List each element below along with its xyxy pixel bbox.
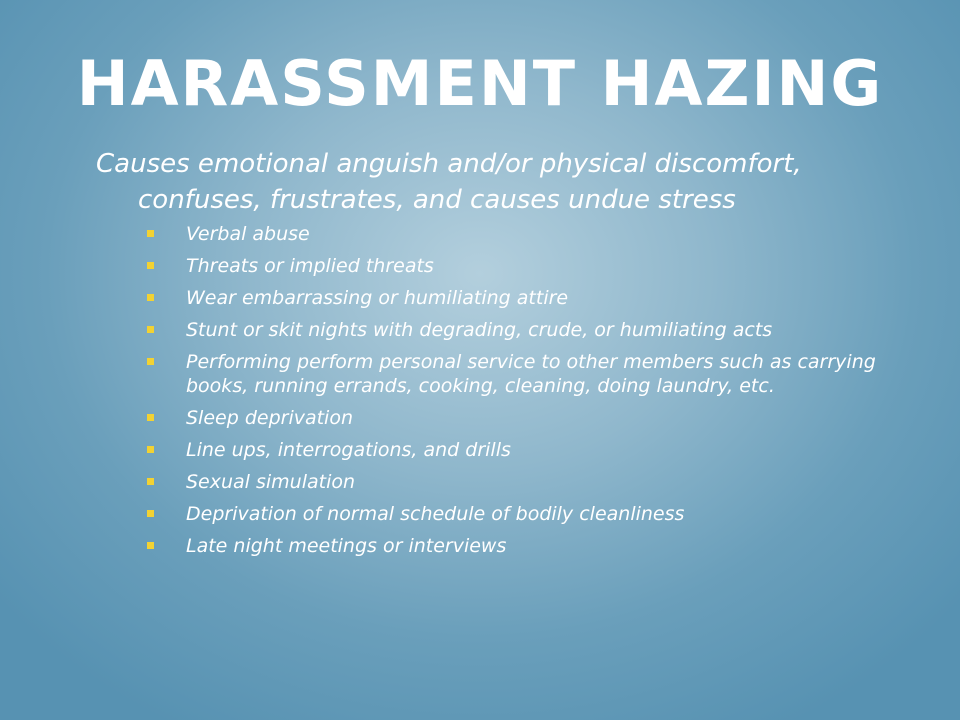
bullet-item <box>146 222 916 246</box>
square-bullet-icon <box>147 510 154 517</box>
bullet-text: Deprivation of normal schedule of bodily cleanliness <box>186 503 685 525</box>
square-bullet-icon <box>147 262 154 269</box>
bullet-item <box>146 502 916 526</box>
square-bullet-icon <box>147 446 154 453</box>
bullet-text: Sexual simulation <box>186 471 356 493</box>
bullet-item <box>146 318 916 342</box>
bullet-item <box>146 254 916 278</box>
bullet-item <box>146 406 916 430</box>
bullet-item <box>146 534 916 558</box>
intro-text: Causes emotional anguish and/or physical discomfort, confuses, frustrates, and causes undue stress <box>96 149 802 215</box>
bullet-item <box>146 350 916 398</box>
square-bullet-icon <box>147 294 154 301</box>
bullet-list <box>146 222 916 566</box>
bullet-text: Late night meetings or interviews <box>186 535 507 557</box>
square-bullet-icon <box>147 414 154 421</box>
square-bullet-icon <box>147 326 154 333</box>
bullet-text: Sleep deprivation <box>186 407 354 429</box>
square-bullet-icon <box>147 230 154 237</box>
square-bullet-icon <box>147 542 154 549</box>
bullet-item <box>146 470 916 494</box>
bullet-text: Threats or implied threats <box>186 255 434 277</box>
bullet-text: Performing perform personal service to other members such as carrying books, running errands, cooking, cleaning, doing laundry, etc. <box>186 351 876 397</box>
square-bullet-icon <box>147 358 154 365</box>
bullet-text: Stunt or skit nights with degrading, crude, or humiliating acts <box>186 319 773 341</box>
bullet-text: Line ups, interrogations, and drills <box>186 439 511 461</box>
bullet-item <box>146 438 916 462</box>
bullet-text: Verbal abuse <box>186 223 310 245</box>
slide-title: HARASSMENT HAZING <box>76 47 884 120</box>
bullet-text: Wear embarrassing or humiliating attire <box>186 287 569 309</box>
bullet-item <box>146 286 916 310</box>
square-bullet-icon <box>147 478 154 485</box>
